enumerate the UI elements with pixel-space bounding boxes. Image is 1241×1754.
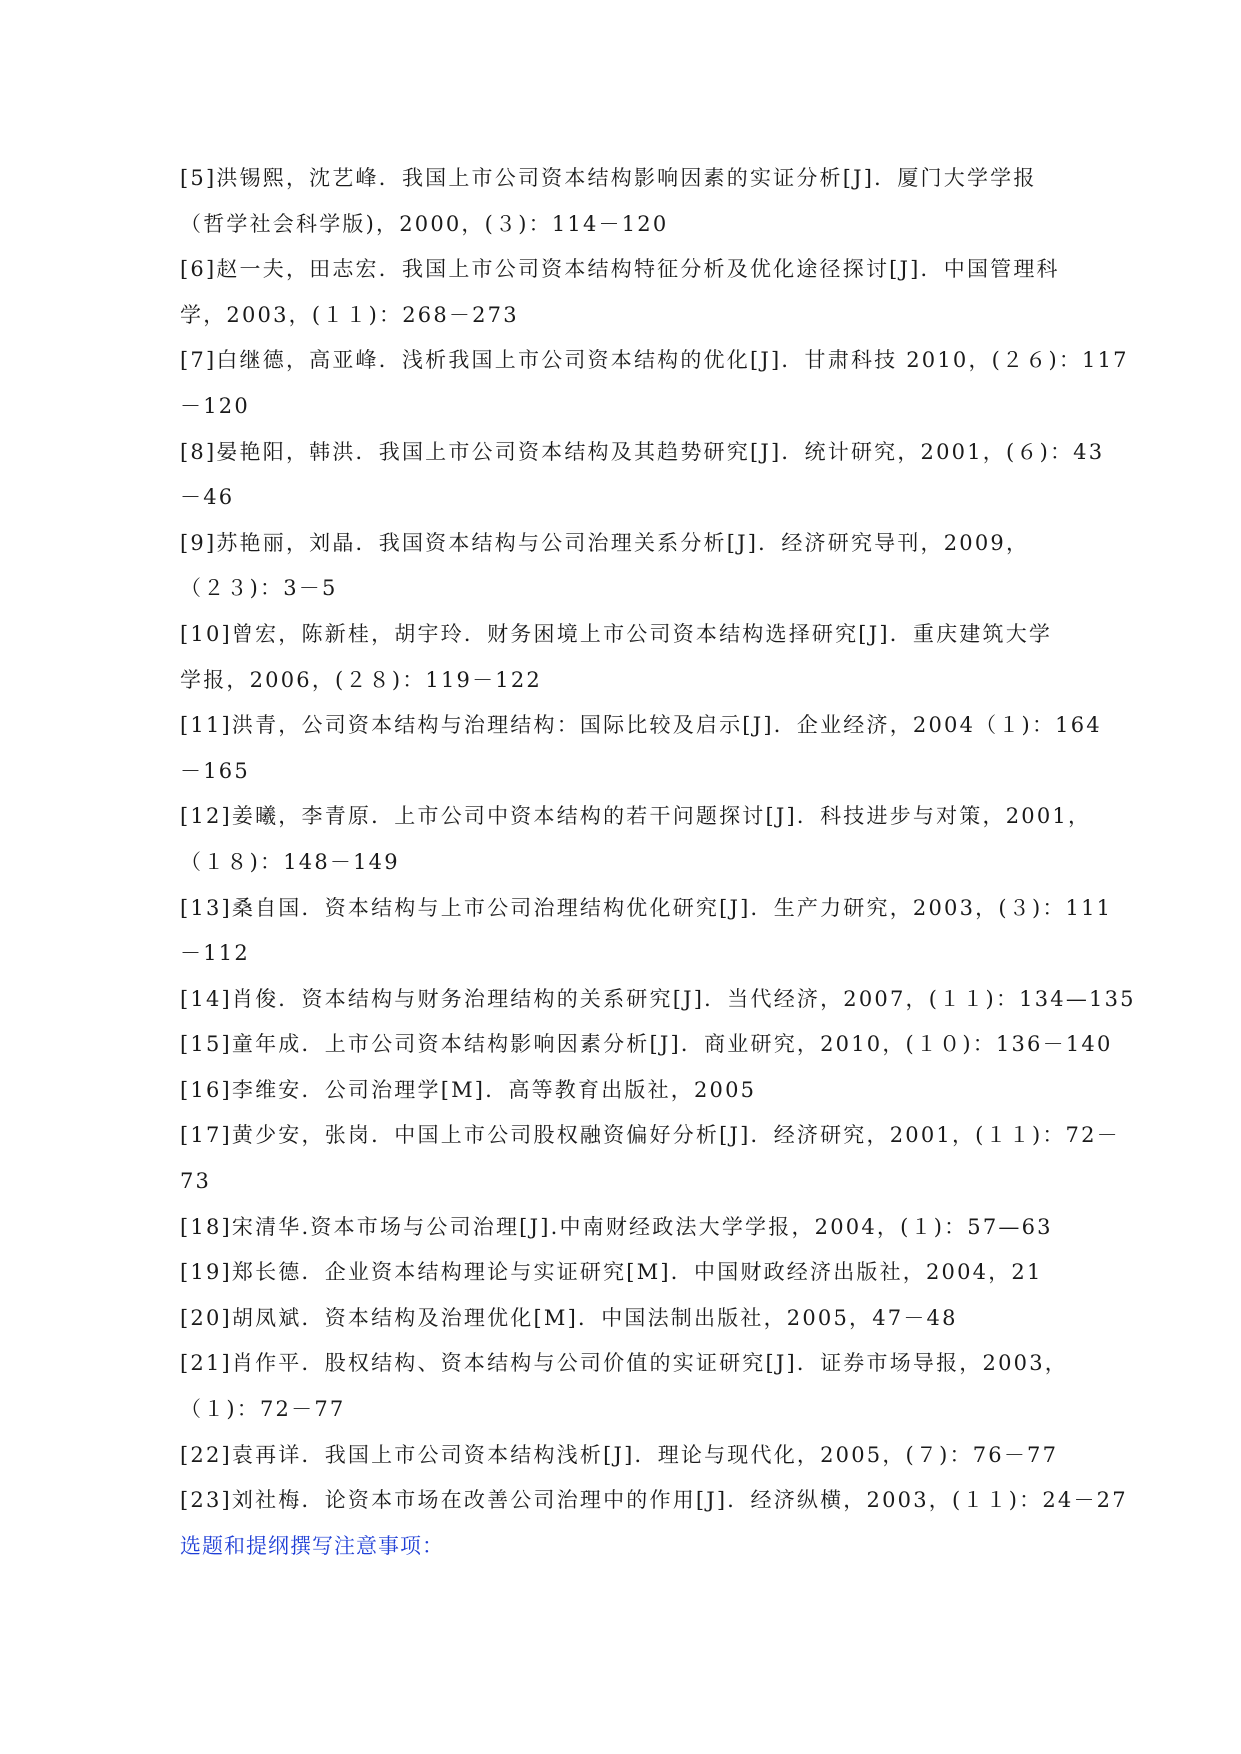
reference-list bbox=[180, 156, 1136, 1524]
reference-line: （１)：72－77 bbox=[180, 1397, 346, 1422]
reference-line: 学报，2006，(２８)：119－122 bbox=[180, 667, 542, 692]
reference-line: [13]桑自国．资本结构与上市公司治理结构优化研究[J]．生产力研究，2003，(３)：111 bbox=[180, 895, 1113, 920]
reference-line: [10]曾宏，陈新桂，胡宇玲．财务困境上市公司资本结构选择研究[J]．重庆建筑大学 bbox=[180, 621, 1053, 646]
reference-line: [5]洪锡熙，沈艺峰．我国上市公司资本结构影响因素的实证分析[J]．厦门大学学报 bbox=[180, 166, 1037, 190]
reference-line: （２３)：3－5 bbox=[180, 576, 338, 601]
reference-line: [6]赵一夫，田志宏．我国上市公司资本结构特征分析及优化途径探讨[J]．中国管理科 bbox=[180, 257, 1060, 282]
reference-line: [9]苏艳丽，刘晶．我国资本结构与公司治理关系分析[J]．经济研究导刊，2009， bbox=[180, 530, 1030, 555]
reference-line: [22]袁再详．我国上市公司资本结构浅析[J]．理论与现代化，2005，(７)：76－77 bbox=[180, 1442, 1059, 1467]
reference-line: －120 bbox=[180, 393, 250, 418]
reference-line: [14]肖俊．资本结构与财务治理结构的关系研究[J]．当代经济，2007，(１１)：134—135 bbox=[180, 986, 1136, 1011]
reference-line: [19]郑长德．企业资本结构理论与实证研究[M]．中国财政经济出版社，2004，21 bbox=[180, 1260, 1043, 1285]
reference-line: [18]宋清华.资本市场与公司治理[J].中南财经政法大学学报，2004，(１)：57—63 bbox=[180, 1214, 1053, 1239]
reference-line: [20]胡凤斌．资本结构及治理优化[M]．中国法制出版社，2005，47－48 bbox=[180, 1305, 958, 1330]
reference-line: [11]洪青，公司资本结构与治理结构：国际比较及启示[J]．企业经济，2004（１)：164 bbox=[180, 713, 1102, 738]
reference-line: （１８)：148－149 bbox=[180, 849, 400, 874]
reference-line: [15]童年成．上市公司资本结构影响因素分析[J]．商业研究，2010，(１０)：136－140 bbox=[180, 1032, 1113, 1057]
reference-line: [16]李维安．公司治理学[M]．高等教育出版社，2005 bbox=[180, 1077, 757, 1102]
reference-line: －46 bbox=[180, 485, 235, 510]
document-page bbox=[180, 156, 1136, 1569]
section-heading: 选题和提纲撰写注意事项： bbox=[180, 1533, 444, 1558]
reference-line: [8]晏艳阳，韩洪．我国上市公司资本结构及其趋势研究[J]．统计研究，2001，(６)：43 bbox=[180, 439, 1105, 464]
reference-line: [23]刘社梅．论资本市场在改善公司治理中的作用[J]．经济纵横，2003，(１１)：24－27 bbox=[180, 1488, 1128, 1513]
reference-line: [12]姜曦，李青原．上市公司中资本结构的若干问题探讨[J]．科技进步与对策，2001， bbox=[180, 804, 1092, 829]
reference-line: 学，2003，(１１)：268－273 bbox=[180, 302, 519, 327]
reference-line: －112 bbox=[180, 941, 250, 966]
reference-line: （哲学社会科学版)，2000，(３)：114－120 bbox=[180, 211, 669, 236]
reference-line: 73 bbox=[180, 1169, 212, 1194]
reference-line: [7]白继德，高亚峰．浅析我国上市公司资本结构的优化[J]．甘肃科技 2010，(２６)：117 bbox=[180, 348, 1129, 373]
reference-line: [21]肖作平．股权结构、资本结构与公司价值的实证研究[J]．证券市场导报，2003， bbox=[180, 1351, 1068, 1376]
reference-line: [17]黄少安，张岗．中国上市公司股权融资偏好分析[J]．经济研究，2001，(１１)：72－ bbox=[180, 1123, 1120, 1148]
reference-line: －165 bbox=[180, 758, 250, 783]
